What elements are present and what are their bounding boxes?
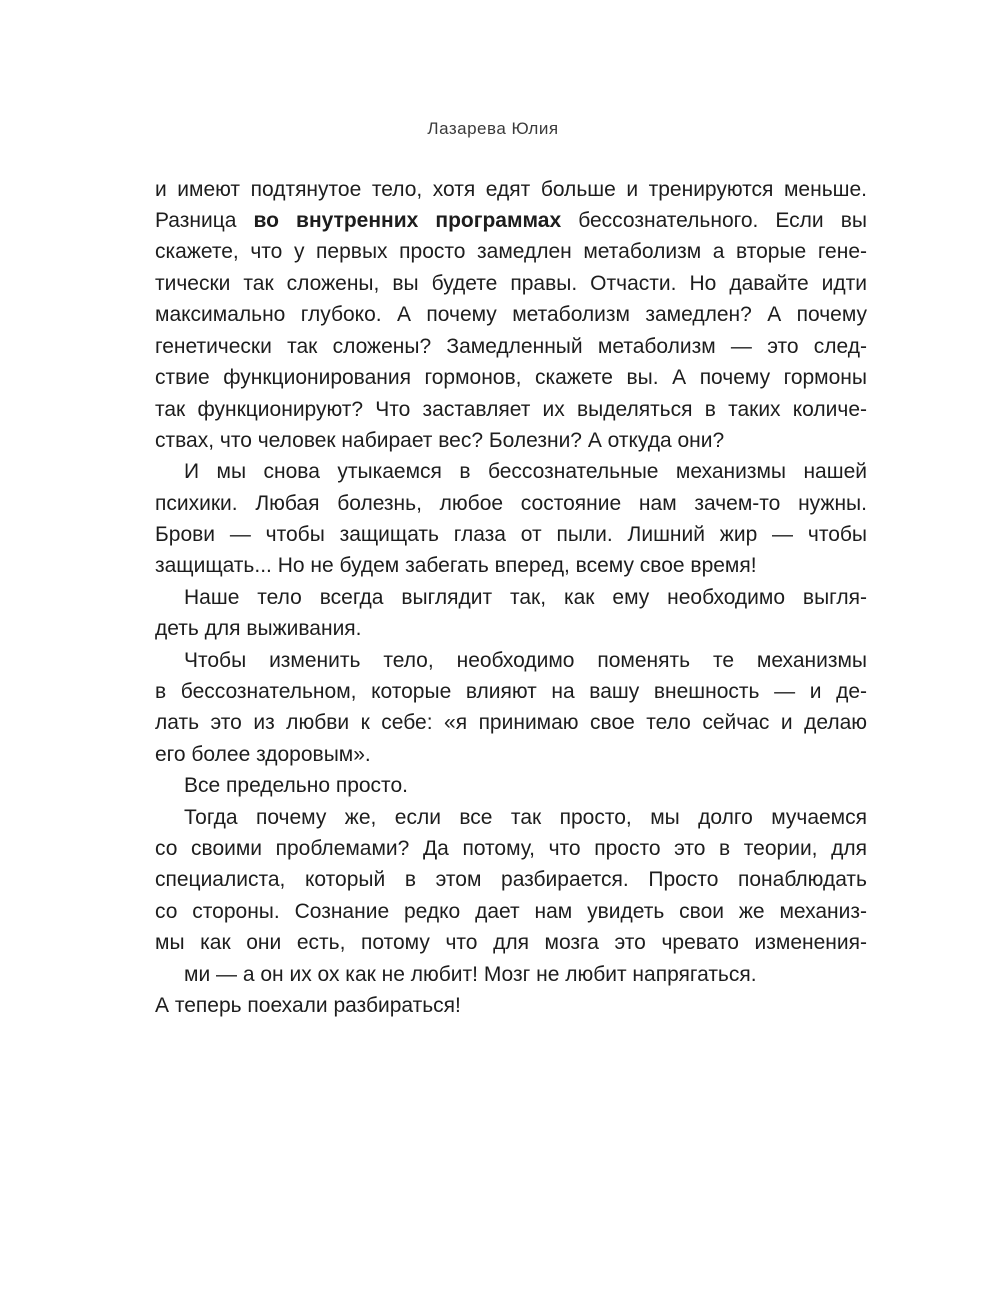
text-line: в бессознательном, которые влияют на вашу внешность — и де- [155, 680, 867, 703]
text-line: со стороны. Сознание редко дает нам увидеть свои же механиз- [155, 900, 867, 923]
text-line: ствах, что человек набирает вес? Болезни? А откуда они? [155, 429, 725, 452]
text-line-with-emphasis [155, 205, 867, 236]
text-line: специалиста, который в этом разбирается. Просто понаблюдать [155, 868, 867, 891]
paragraph-first-line: Тогда почему же, если все так просто, мы долго мучаемся [184, 806, 867, 829]
text-line: скажете, что у первых просто замедлен метаболизм а вторые гене- [155, 240, 867, 263]
bold-emphasis: во внутренних программах [253, 209, 562, 232]
text-line: Брови — чтобы защищать глаза от пыли. Лишний жир — чтобы [155, 523, 867, 546]
text-line: его более здоровым». [155, 743, 371, 766]
running-header-author: Лазарева Юлия [427, 119, 559, 138]
text-line: и имеют подтянутое тело, хотя едят больше и тренируются меньше. [155, 178, 867, 201]
text-line: ми — а он их ох как не любит! Мозг не любит напрягаться. [184, 963, 757, 986]
text-line: психики. Любая болезнь, любое состояние нам зачем-то нужны. [155, 492, 867, 515]
text-line: максимально глубоко. А почему метаболизм замедлен? А почему [155, 303, 867, 326]
text-line: защищать... Но не будем забегать вперед, всему свое время! [155, 554, 757, 577]
paragraph-first-line: Чтобы изменить тело, необходимо поменять те механизмы [184, 649, 867, 672]
paragraph-first-line: Все предельно просто. [184, 774, 408, 797]
paragraph-first-line: Наше тело всегда выглядит так, как ему необходимо выгля- [184, 586, 867, 609]
text-line: деть для выживания. [155, 617, 362, 640]
text-line: А теперь поехали разбираться! [155, 994, 461, 1017]
text-line: генетически так сложены? Замедленный метаболизм — это след- [155, 335, 867, 358]
text-line: так функционируют? Что заставляет их выделяться в таких количе- [155, 398, 867, 421]
paragraph-first-line: И мы снова утыкаемся в бессознательные механизмы нашей [184, 460, 867, 483]
text-line: тически так сложены, вы будете правы. Отчасти. Но давайте идти [155, 272, 867, 295]
text-line: ствие функционирования гормонов, скажете вы. А почему гормоны [155, 366, 867, 389]
text-run: Разница [155, 209, 254, 232]
text-line: со своими проблемами? Да потому, что просто это в теории, для [155, 837, 867, 860]
text-line: лать это из любви к себе: «я принимаю свое тело сейчас и делаю [155, 711, 867, 734]
text-line: мы как они есть, потому что для мозга это чревато изменения- [155, 931, 867, 954]
text-run: бессознательного. Если вы [561, 209, 867, 232]
